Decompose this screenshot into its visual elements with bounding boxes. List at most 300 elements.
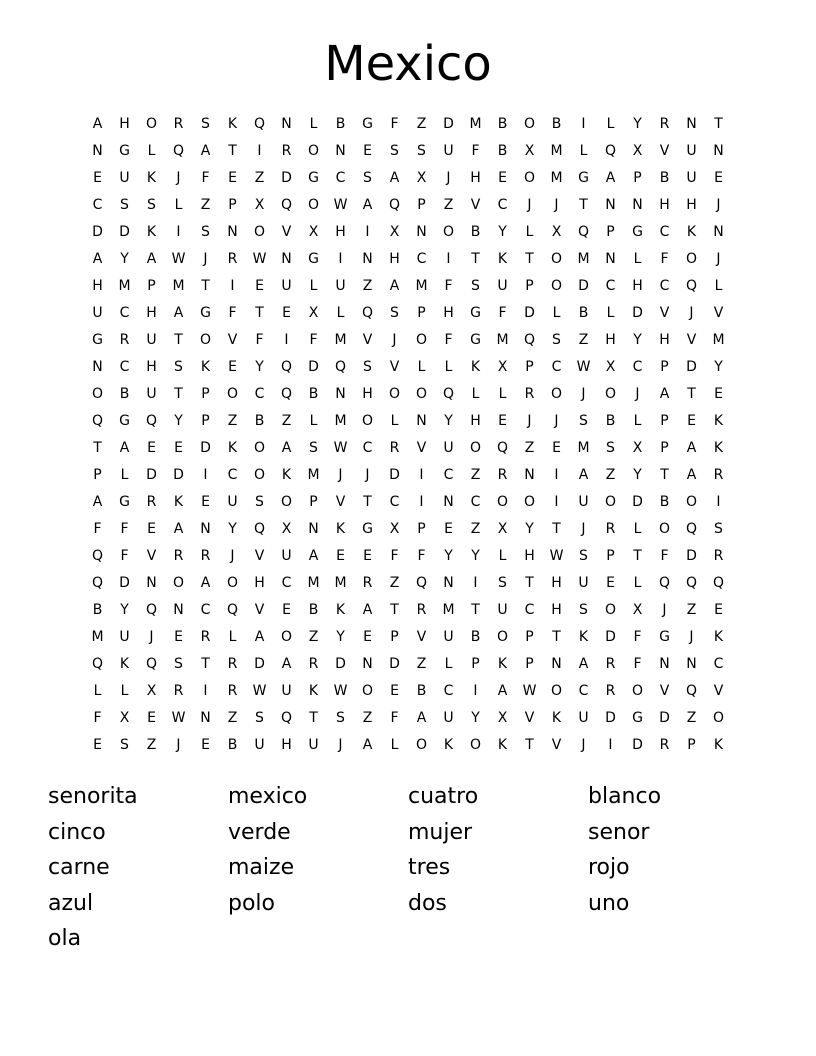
grid-letter: L — [390, 737, 399, 753]
grid-letter: X — [146, 683, 157, 699]
grid-letter: C — [389, 494, 400, 510]
grid-letter: D — [119, 575, 130, 591]
grid-letter: X — [119, 710, 130, 726]
grid-letter: U — [281, 278, 292, 294]
grid-letter: D — [389, 656, 400, 672]
grid-letter: B — [551, 116, 562, 132]
grid-letter: H — [119, 116, 130, 132]
grid-letter: U — [254, 737, 265, 753]
grid-letter: B — [659, 170, 670, 186]
grid-letter: U — [146, 386, 157, 402]
grid-letter: P — [660, 440, 669, 456]
grid-letter: O — [388, 386, 401, 402]
grid-letter: J — [527, 413, 532, 429]
grid-letter: G — [632, 224, 643, 240]
grid-letter: Q — [253, 521, 266, 537]
word-list-item: polo — [228, 890, 275, 916]
grid-letter: B — [470, 224, 481, 240]
grid-letter: Z — [254, 170, 265, 186]
grid-letter: X — [281, 521, 292, 537]
grid-letter: I — [446, 251, 451, 267]
grid-row — [84, 192, 732, 219]
grid-letter: W — [549, 548, 564, 564]
grid-letter: M — [469, 116, 482, 132]
word-search-grid — [84, 111, 732, 759]
grid-letter: F — [660, 251, 669, 267]
grid-letter: K — [551, 710, 562, 726]
grid-letter: E — [606, 575, 615, 591]
grid-letter: X — [389, 521, 400, 537]
grid-letter: J — [554, 413, 559, 429]
grid-letter: N — [605, 251, 616, 267]
grid-letter: K — [713, 629, 724, 645]
grid-letter: V — [362, 332, 373, 348]
grid-letter: C — [92, 197, 103, 213]
grid-letter: N — [227, 224, 238, 240]
grid-letter: N — [416, 224, 427, 240]
grid-letter: B — [605, 413, 616, 429]
grid-letter: I — [203, 467, 208, 483]
grid-letter: D — [308, 359, 319, 375]
grid-letter: B — [308, 386, 319, 402]
grid-letter: F — [228, 305, 237, 321]
grid-letter: X — [389, 224, 400, 240]
grid-letter: J — [716, 197, 721, 213]
grid-letter: I — [581, 116, 586, 132]
grid-letter: A — [686, 467, 697, 483]
grid-letter: P — [660, 413, 669, 429]
grid-letter: U — [443, 143, 454, 159]
grid-row — [84, 732, 732, 759]
grid-letter: C — [227, 467, 238, 483]
grid-letter: Z — [578, 332, 589, 348]
grid-letter: L — [120, 683, 129, 699]
grid-letter: Z — [686, 602, 697, 618]
grid-row — [84, 273, 732, 300]
grid-letter: V — [713, 683, 724, 699]
grid-letter: Y — [255, 359, 264, 375]
grid-letter: U — [578, 710, 589, 726]
grid-letter: T — [660, 467, 669, 483]
grid-letter: C — [281, 575, 292, 591]
grid-letter: H — [524, 548, 535, 564]
grid-row — [84, 543, 732, 570]
grid-letter: Z — [146, 737, 157, 753]
grid-letter: T — [363, 494, 372, 510]
grid-letter: J — [581, 737, 586, 753]
grid-letter: D — [578, 278, 589, 294]
grid-letter: I — [554, 467, 559, 483]
grid-letter: R — [227, 251, 238, 267]
grid-letter: E — [714, 386, 723, 402]
grid-letter: N — [362, 251, 373, 267]
grid-letter: R — [713, 548, 724, 564]
grid-letter: V — [389, 359, 400, 375]
grid-letter: A — [416, 710, 427, 726]
grid-letter: D — [659, 710, 670, 726]
grid-letter: A — [389, 170, 400, 186]
grid-letter: B — [119, 386, 130, 402]
grid-letter: F — [444, 332, 453, 348]
grid-letter: Y — [444, 413, 453, 429]
grid-letter: F — [309, 332, 318, 348]
grid-row — [84, 624, 732, 651]
grid-letter: J — [446, 170, 451, 186]
grid-letter: U — [308, 737, 319, 753]
grid-letter: P — [309, 494, 318, 510]
grid-letter: N — [335, 143, 346, 159]
grid-letter: Z — [416, 656, 427, 672]
grid-letter: F — [120, 521, 129, 537]
grid-letter: T — [93, 440, 102, 456]
grid-letter: C — [443, 467, 454, 483]
grid-letter: A — [389, 278, 400, 294]
grid-letter: E — [714, 170, 723, 186]
grid-letter: C — [713, 656, 724, 672]
grid-letter: J — [689, 629, 694, 645]
grid-letter: J — [581, 386, 586, 402]
grid-letter: U — [146, 332, 157, 348]
grid-letter: C — [497, 197, 508, 213]
grid-letter: E — [498, 413, 507, 429]
grid-letter: E — [93, 170, 102, 186]
grid-letter: Q — [253, 116, 266, 132]
grid-letter: E — [147, 440, 156, 456]
word-list-item: uno — [588, 890, 630, 916]
grid-letter: D — [632, 737, 643, 753]
grid-letter: G — [119, 413, 130, 429]
word-list-item: senorita — [48, 784, 138, 809]
grid-letter: B — [659, 494, 670, 510]
grid-letter: R — [173, 683, 184, 699]
grid-letter: G — [119, 494, 130, 510]
grid-letter: R — [524, 386, 535, 402]
grid-letter: E — [363, 629, 372, 645]
grid-letter: X — [632, 440, 643, 456]
word-list-item: cuatro — [408, 784, 479, 809]
grid-letter: G — [470, 332, 481, 348]
grid-letter: R — [173, 116, 184, 132]
grid-letter: O — [685, 251, 698, 267]
grid-letter: R — [659, 737, 670, 753]
grid-row — [84, 381, 732, 408]
grid-letter: X — [416, 170, 427, 186]
grid-letter: J — [230, 548, 235, 564]
grid-letter: M — [334, 575, 347, 591]
grid-row — [84, 408, 732, 435]
grid-letter: C — [578, 683, 589, 699]
grid-letter: A — [119, 440, 130, 456]
grid-letter: V — [713, 305, 724, 321]
grid-letter: L — [714, 278, 723, 294]
grid-letter: N — [443, 494, 454, 510]
word-list-item: rojo — [588, 855, 630, 880]
grid-letter: A — [146, 251, 157, 267]
grid-letter: O — [280, 494, 293, 510]
grid-letter: A — [362, 737, 373, 753]
grid-letter: I — [284, 332, 289, 348]
grid-letter: O — [91, 386, 104, 402]
grid-letter: H — [632, 278, 643, 294]
grid-letter: A — [92, 494, 103, 510]
grid-letter: J — [581, 521, 586, 537]
grid-letter: H — [551, 575, 562, 591]
grid-letter: U — [443, 710, 454, 726]
grid-letter: M — [550, 143, 563, 159]
grid-letter: L — [633, 251, 642, 267]
grid-letter: Q — [685, 278, 698, 294]
grid-letter: Q — [658, 575, 671, 591]
grid-letter: A — [362, 197, 373, 213]
word-list-item: senor — [588, 819, 650, 845]
grid-letter: Y — [174, 413, 183, 429]
grid-letter: S — [579, 602, 588, 618]
grid-letter: N — [713, 143, 724, 159]
grid-letter: I — [203, 683, 208, 699]
grid-letter: Q — [172, 143, 185, 159]
grid-letter: T — [633, 548, 642, 564]
grid-letter: T — [687, 386, 696, 402]
grid-row — [84, 219, 732, 246]
grid-letter: H — [659, 197, 670, 213]
grid-letter: D — [605, 710, 616, 726]
grid-letter: X — [308, 305, 319, 321]
grid-letter: C — [254, 386, 265, 402]
grid-letter: A — [362, 602, 373, 618]
page-title: Mexico — [324, 36, 492, 92]
grid-letter: Y — [471, 548, 480, 564]
grid-letter: O — [361, 683, 374, 699]
grid-letter: P — [633, 170, 642, 186]
grid-row — [84, 300, 732, 327]
grid-letter: W — [333, 197, 348, 213]
grid-letter: S — [255, 494, 264, 510]
word-list — [48, 779, 768, 957]
grid-letter: W — [333, 440, 348, 456]
grid-letter: U — [119, 170, 130, 186]
grid-letter: M — [307, 467, 320, 483]
grid-letter: F — [390, 116, 399, 132]
grid-letter: S — [120, 737, 129, 753]
grid-letter: J — [365, 467, 370, 483]
grid-letter: X — [632, 143, 643, 159]
grid-letter: V — [659, 143, 670, 159]
grid-letter: N — [308, 521, 319, 537]
grid-letter: R — [200, 629, 211, 645]
grid-letter: Z — [470, 467, 481, 483]
grid-letter: Q — [226, 602, 239, 618]
grid-letter: E — [201, 494, 210, 510]
grid-letter: W — [171, 710, 186, 726]
grid-letter: O — [361, 413, 374, 429]
grid-letter: T — [525, 251, 534, 267]
grid-letter: E — [147, 710, 156, 726]
grid-letter: Y — [633, 332, 642, 348]
grid-letter: Q — [415, 575, 428, 591]
grid-letter: N — [92, 143, 103, 159]
grid-letter: S — [579, 413, 588, 429]
grid-letter: M — [307, 575, 320, 591]
grid-letter: L — [633, 521, 642, 537]
grid-letter: A — [497, 683, 508, 699]
grid-letter: V — [470, 197, 481, 213]
grid-letter: O — [307, 143, 320, 159]
grid-letter: G — [200, 305, 211, 321]
grid-letter: R — [605, 656, 616, 672]
grid-letter: G — [659, 629, 670, 645]
grid-letter: O — [253, 440, 266, 456]
grid-letter: L — [606, 116, 615, 132]
grid-letter: J — [176, 170, 181, 186]
grid-row — [84, 705, 732, 732]
grid-letter: D — [119, 224, 130, 240]
grid-letter: I — [473, 575, 478, 591]
grid-letter: N — [713, 224, 724, 240]
grid-row — [84, 354, 732, 381]
grid-letter: Q — [334, 359, 347, 375]
grid-letter: D — [254, 656, 265, 672]
grid-letter: K — [497, 737, 508, 753]
grid-letter: D — [686, 359, 697, 375]
grid-letter: Y — [471, 710, 480, 726]
grid-letter: P — [201, 413, 210, 429]
grid-letter: F — [417, 548, 426, 564]
grid-letter: S — [201, 116, 210, 132]
word-list-item: carne — [48, 855, 110, 880]
grid-letter: P — [93, 467, 102, 483]
grid-letter: Y — [120, 251, 129, 267]
grid-letter: U — [497, 278, 508, 294]
grid-letter: S — [174, 656, 183, 672]
grid-letter: H — [281, 737, 292, 753]
grid-letter: L — [309, 278, 318, 294]
grid-letter: Z — [227, 710, 238, 726]
grid-letter: Z — [281, 413, 292, 429]
grid-letter: K — [578, 629, 589, 645]
grid-letter: O — [685, 494, 698, 510]
grid-letter: U — [578, 494, 589, 510]
grid-letter: X — [551, 224, 562, 240]
grid-row — [84, 678, 732, 705]
grid-letter: S — [579, 548, 588, 564]
grid-letter: L — [444, 656, 453, 672]
grid-letter: Y — [120, 602, 129, 618]
grid-letter: G — [308, 251, 319, 267]
grid-row — [84, 516, 732, 543]
grid-letter: I — [365, 224, 370, 240]
grid-letter: P — [417, 305, 426, 321]
grid-letter: X — [308, 224, 319, 240]
grid-letter: F — [255, 332, 264, 348]
grid-letter: E — [390, 683, 399, 699]
grid-letter: E — [444, 521, 453, 537]
grid-letter: N — [173, 602, 184, 618]
grid-letter: Q — [712, 575, 725, 591]
grid-letter: F — [390, 710, 399, 726]
grid-letter: Z — [443, 197, 454, 213]
grid-letter: R — [659, 116, 670, 132]
grid-letter: R — [200, 548, 211, 564]
grid-letter: O — [523, 170, 536, 186]
grid-letter: U — [92, 305, 103, 321]
grid-letter: M — [496, 332, 509, 348]
grid-letter: A — [92, 116, 103, 132]
grid-letter: I — [608, 737, 613, 753]
grid-letter: K — [146, 224, 157, 240]
grid-letter: S — [606, 440, 615, 456]
grid-letter: I — [419, 494, 424, 510]
grid-letter: J — [635, 386, 640, 402]
grid-letter: D — [200, 440, 211, 456]
grid-letter: K — [146, 170, 157, 186]
grid-letter: Z — [524, 440, 535, 456]
grid-letter: I — [230, 278, 235, 294]
grid-letter: V — [254, 548, 265, 564]
grid-letter: Q — [604, 143, 617, 159]
grid-letter: F — [201, 170, 210, 186]
grid-letter: N — [524, 467, 535, 483]
grid-letter: Q — [280, 197, 293, 213]
grid-letter: H — [92, 278, 103, 294]
grid-letter: Z — [227, 413, 238, 429]
grid-letter: T — [201, 656, 210, 672]
grid-letter: V — [146, 548, 157, 564]
word-list-item: ola — [48, 926, 82, 951]
grid-letter: H — [686, 197, 697, 213]
grid-letter: G — [578, 170, 589, 186]
grid-letter: A — [281, 440, 292, 456]
grid-letter: M — [442, 602, 455, 618]
word-list-item: mexico — [228, 784, 308, 809]
grid-letter: W — [576, 359, 591, 375]
grid-letter: L — [417, 359, 426, 375]
word-list-item: dos — [408, 890, 447, 916]
grid-letter: Q — [145, 656, 158, 672]
grid-letter: A — [578, 656, 589, 672]
grid-letter: I — [338, 251, 343, 267]
grid-letter: D — [524, 305, 535, 321]
grid-letter: I — [419, 467, 424, 483]
grid-letter: M — [334, 413, 347, 429]
grid-letter: N — [686, 116, 697, 132]
grid-letter: T — [309, 710, 318, 726]
grid-letter: K — [497, 251, 508, 267]
grid-letter: I — [716, 494, 721, 510]
grid-letter: U — [686, 170, 697, 186]
grid-letter: W — [252, 251, 267, 267]
grid-letter: P — [525, 629, 534, 645]
grid-letter: E — [498, 170, 507, 186]
grid-letter: L — [93, 683, 102, 699]
grid-letter: Z — [470, 521, 481, 537]
grid-letter: X — [632, 602, 643, 618]
grid-letter: K — [443, 737, 454, 753]
grid-letter: V — [335, 494, 346, 510]
grid-letter: M — [712, 332, 725, 348]
grid-letter: W — [333, 683, 348, 699]
grid-letter: O — [496, 494, 509, 510]
grid-letter: T — [579, 197, 588, 213]
grid-letter: C — [659, 224, 670, 240]
grid-letter: O — [604, 602, 617, 618]
grid-letter: C — [443, 683, 454, 699]
grid-letter: Z — [686, 710, 697, 726]
grid-letter: N — [281, 116, 292, 132]
grid-letter: H — [551, 602, 562, 618]
grid-letter: H — [146, 359, 157, 375]
grid-letter: O — [550, 386, 563, 402]
grid-letter: J — [662, 602, 667, 618]
